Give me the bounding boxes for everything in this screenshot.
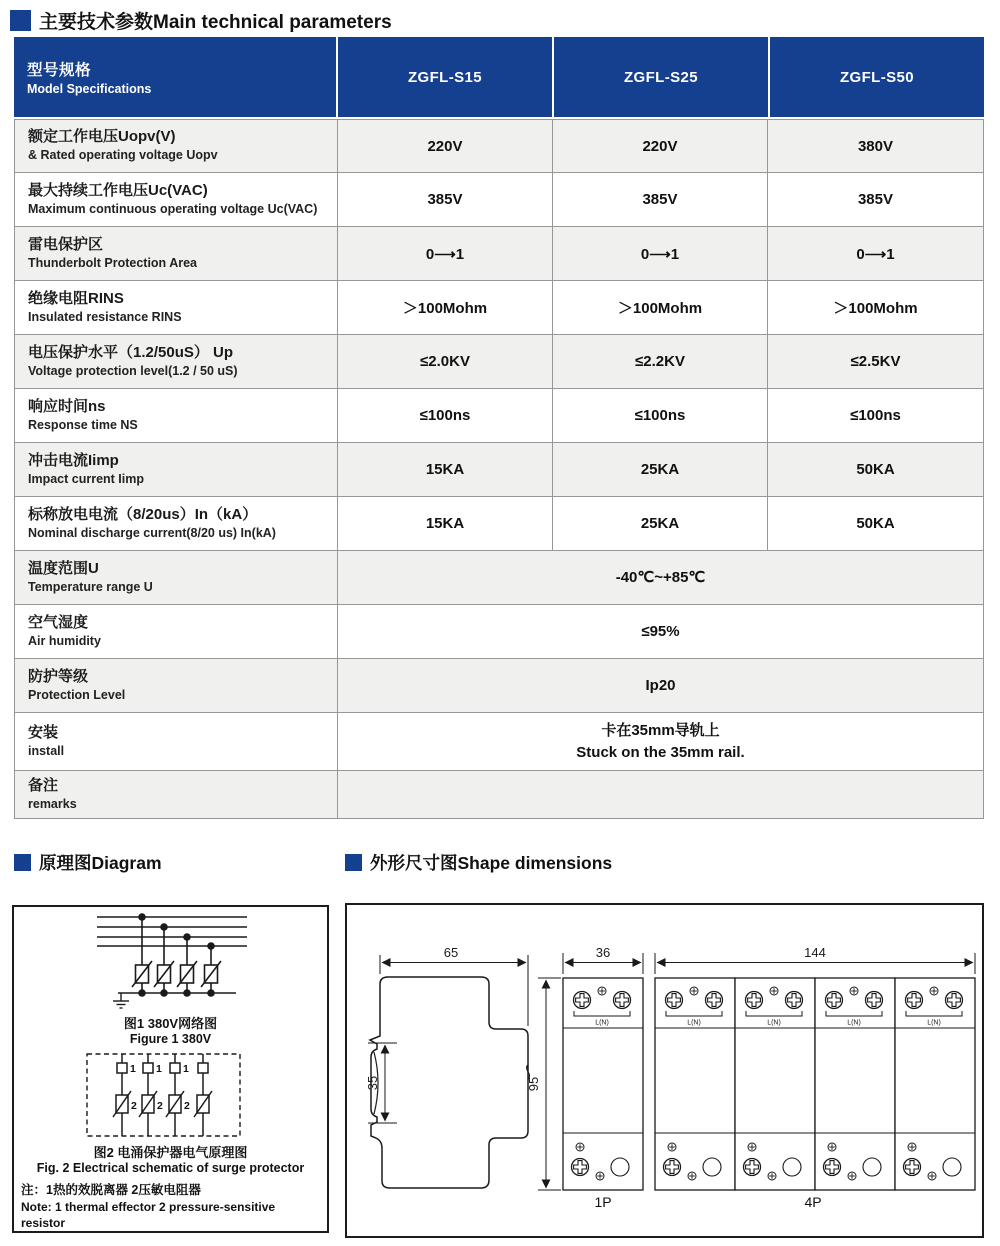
shape-section-title: 外形尺寸图Shape dimensions [345, 850, 612, 875]
ground-icon [113, 993, 129, 1008]
dim-36-label: 36 [595, 945, 611, 960]
table-row: 防护等级 Protection Level Ip20 [15, 659, 983, 713]
table-row: 雷电保护区 Thunderbolt Protection Area 0⟶1 0⟶1 0⟶1 [15, 227, 983, 281]
spec-table [14, 37, 984, 819]
fig1-caption-zh: 图1 380V网络图 [123, 1016, 218, 1031]
diagram-section-title: 原理图Diagram [14, 850, 162, 875]
figure1-380v-network [14, 907, 327, 1011]
section-bullet-icon [14, 854, 31, 871]
diagram-note: 注：1热的效脱离器 2压敏电阻器 Note: 1 thermal effector 2 pressure-sensitive resistor [21, 1183, 276, 1231]
dim-144-label: 144 [804, 945, 826, 960]
table-row: 额定工作电压Uopv(V) & Rated operating voltage Uopv 220V 220V 380V [15, 120, 983, 173]
module-4p-3 [815, 978, 895, 1190]
svg-text:1: 1 [130, 1063, 136, 1075]
main-title-text: 主要技术参数Main technical parameters [39, 12, 392, 33]
table-row: 标称放电电流（8/20us）In（kA） Nominal discharge current(8/20 us) In(kA) 15KA 25KA 50KA [15, 497, 983, 551]
table-header-row [14, 37, 984, 117]
dim-65-label: 65 [443, 945, 459, 960]
svg-text:2: 2 [131, 1100, 137, 1112]
side-profile-view [370, 977, 529, 1188]
section-bullet-icon [10, 10, 31, 31]
header-label-zh: 型号规格 [27, 62, 92, 79]
main-title [10, 7, 392, 34]
table-row: 温度范围U Temperature range U -40℃~+85℃ [15, 551, 983, 605]
table-row: 备注 remarks [15, 771, 983, 818]
module-1p [563, 978, 643, 1190]
header-model-spec-cell [14, 37, 336, 117]
dim-35-label: 35 [365, 1075, 380, 1091]
label-1p: 1P [594, 1194, 612, 1210]
svg-text:2: 2 [157, 1100, 163, 1112]
header-model-1: ZGFL-S15 [338, 37, 552, 117]
header-label-en: Model Specifications [27, 82, 152, 96]
circuit-diagram-box [12, 905, 329, 1233]
header-model-2: ZGFL-S25 [554, 37, 768, 117]
svg-text:1: 1 [156, 1063, 162, 1075]
table-row: 安装 install 卡在35mm导轨上 Stuck on the 35mm rail. [15, 713, 983, 771]
label-4p: 4P [804, 1194, 822, 1210]
table-row: 响应时间ns Response time NS ≤100ns ≤100ns ≤100ns [15, 389, 983, 443]
table-row: 电压保护水平（1.2/50uS） Up Voltage protection level(1.2 / 50 uS) ≤2.0KV ≤2.2KV ≤2.5KV [15, 335, 983, 389]
dimension-clip-height [365, 1043, 397, 1123]
table-row: 最大持续工作电压Uc(VAC) Maximum continuous operating voltage Uc(VAC) 385V 385V 385V [15, 173, 983, 227]
module-4p-1 [655, 978, 735, 1190]
fig2-caption-en: Fig. 2 Electrical schematic of surge protector [36, 1161, 305, 1175]
dimension-body-height [526, 978, 561, 1190]
dimension-1p-width [563, 945, 643, 974]
figure2-schematic [14, 1050, 327, 1140]
dimension-drawing: L(N) 65 35 95 36 144 1P 4P [347, 905, 982, 1236]
dim-95-label: 95 [526, 1076, 541, 1092]
dimension-4p-width [655, 945, 975, 974]
module-4p-2 [735, 978, 815, 1190]
shape-dimensions-box [345, 903, 984, 1238]
dimension-profile-width [380, 945, 528, 1026]
table-row: 冲击电流Iimp Impact current Iimp 15KA 25KA 50KA [15, 443, 983, 497]
fig2-caption-zh: 图2 电涌保护器电气原理图 [93, 1145, 248, 1160]
table-row: 绝缘电阻RINS Insulated resistance RINS ＞100Mohm ＞100Mohm ＞100Mohm [15, 281, 983, 335]
fig1-caption-en: Figure 1 380V [129, 1032, 212, 1046]
varistor-icon [132, 961, 221, 987]
table-row: 空气湿度 Air humidity ≤95% [15, 605, 983, 659]
table-body [14, 119, 984, 819]
header-model-3: ZGFL-S50 [770, 37, 984, 117]
module-4p-4 [895, 978, 975, 1190]
section-bullet-icon [345, 854, 362, 871]
svg-text:2: 2 [184, 1100, 190, 1112]
svg-text:1: 1 [183, 1063, 189, 1075]
